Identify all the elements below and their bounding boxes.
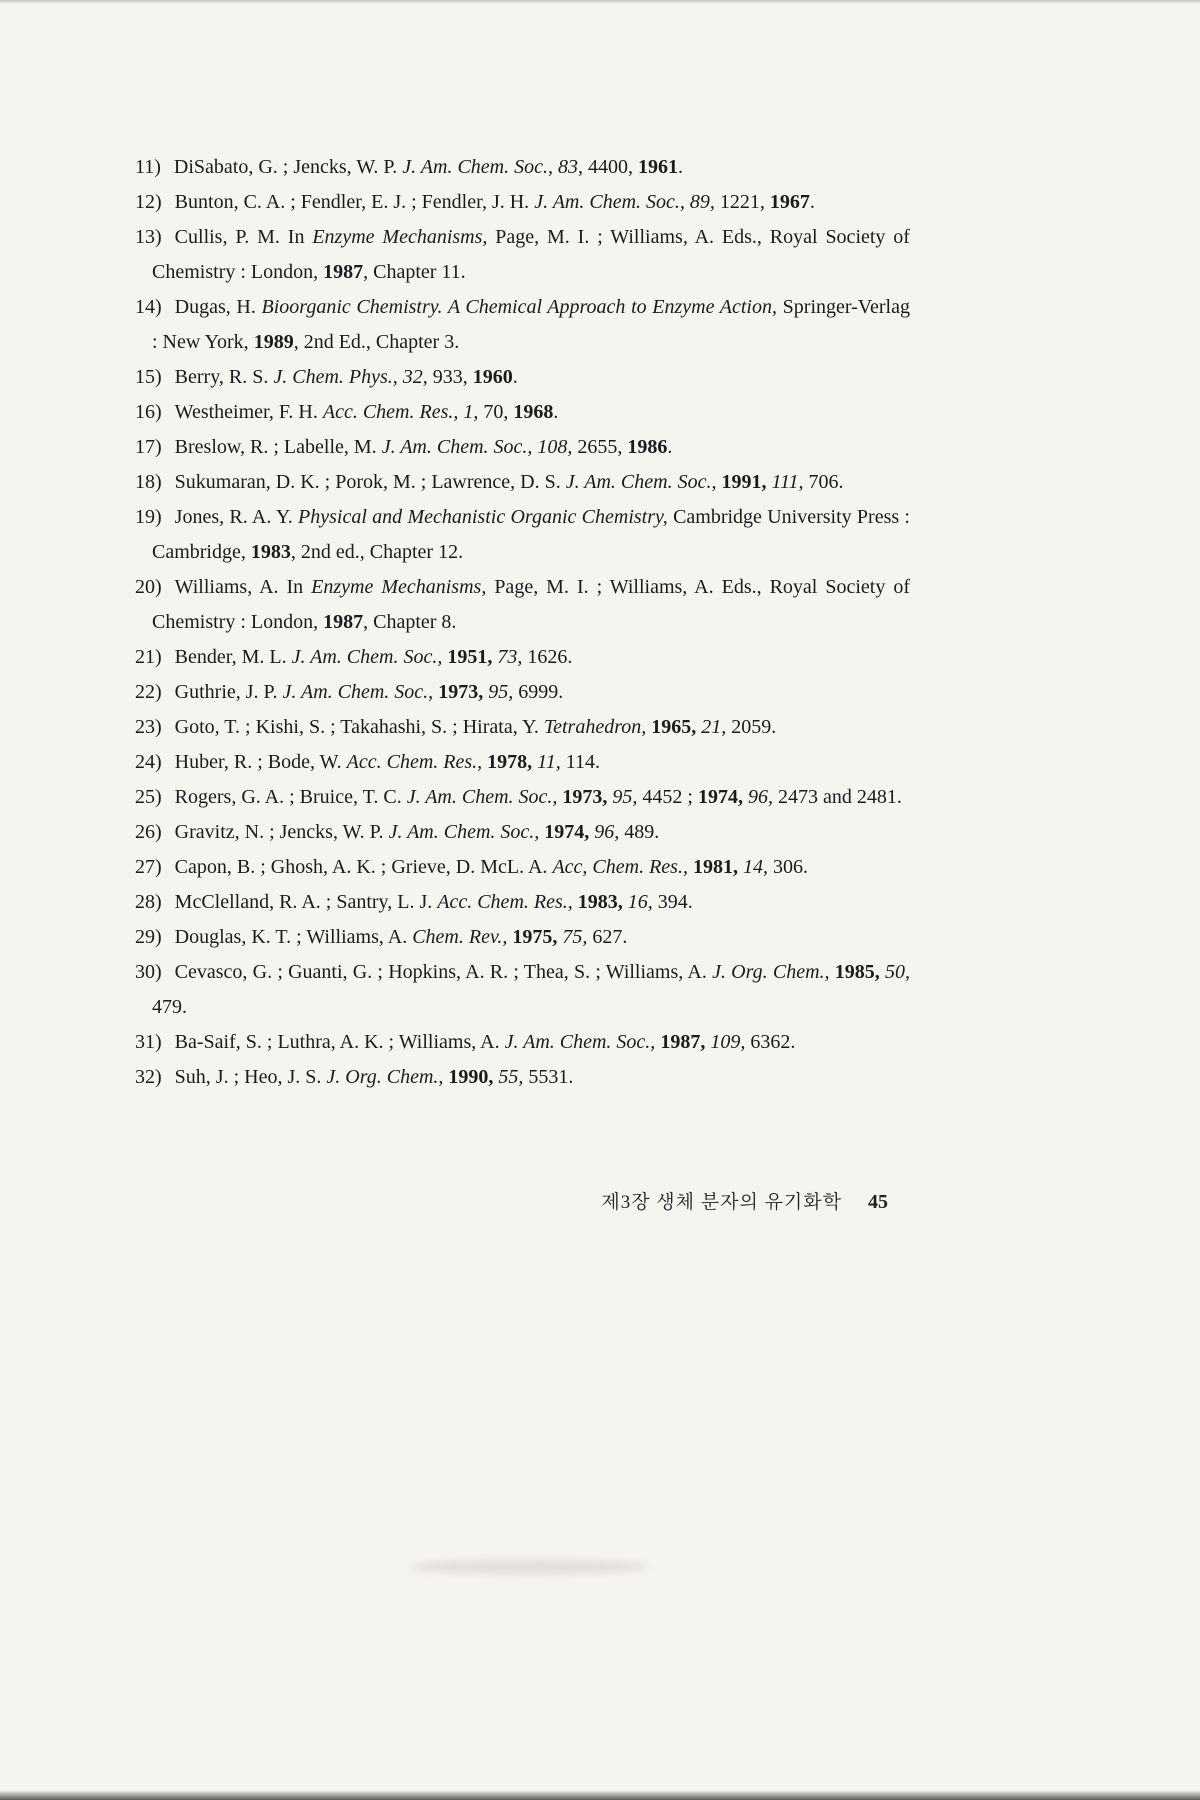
- reference-text: Sukumaran, D. K. ; Porok, M. ; Lawrence, D. S.: [174, 471, 566, 493]
- reference-year-bold: 1985,: [834, 961, 885, 983]
- reference-number: 25): [135, 786, 162, 808]
- scan-bottom-edge-artifact: [0, 1790, 1200, 1800]
- reference-text: 2473 and 2481.: [777, 786, 902, 808]
- reference-list: [135, 150, 910, 1095]
- reference-number: 21): [135, 646, 162, 668]
- reference-text: Jones, R. A. Y.: [174, 506, 299, 528]
- reference-italic-text: Bioorganic Chemistry. A Chemical Approach to Enzyme Action,: [261, 296, 783, 318]
- reference-item: [135, 430, 910, 465]
- reference-year-bold: 1968: [513, 401, 554, 423]
- reference-item: [135, 500, 910, 570]
- reference-text: Huber, R. ; Bode, W.: [174, 751, 347, 773]
- reference-italic-text: J. Am. Chem. Soc., 89,: [534, 191, 720, 213]
- reference-italic-text: 16,: [627, 891, 658, 913]
- reference-italic-text: J. Am. Chem. Soc.,: [291, 646, 448, 668]
- reference-item: [135, 885, 910, 920]
- reference-text: Suh, J. ; Heo, J. S.: [174, 1066, 327, 1088]
- reference-italic-text: J. Am. Chem. Soc.,: [388, 821, 545, 843]
- reference-italic-text: Acc. Chem. Res.,: [346, 751, 488, 773]
- reference-italic-text: J. Am. Chem. Soc.,: [504, 1031, 661, 1053]
- reference-italic-text: 14,: [742, 856, 773, 878]
- reference-item: [135, 1025, 910, 1060]
- page-footer: [152, 1187, 910, 1214]
- reference-text: 627.: [592, 926, 628, 948]
- reference-item: [135, 150, 910, 185]
- reference-italic-text: Enzyme Mechanisms,: [311, 576, 495, 598]
- reference-text: Cevasco, G. ; Guanti, G. ; Hopkins, A. R. ; Thea, S. ; Williams, A.: [174, 961, 713, 983]
- reference-number: 29): [135, 926, 162, 948]
- reference-number: 30): [135, 961, 162, 983]
- reference-italic-text: 50,: [885, 961, 910, 983]
- reference-year-bold: 1987,: [660, 1031, 711, 1053]
- reference-text: Williams, A. In: [174, 576, 312, 598]
- reference-item: [135, 780, 910, 815]
- reference-text: Capon, B. ; Ghosh, A. K. ; Grieve, D. McL. A.: [174, 856, 553, 878]
- reference-italic-text: 73,: [497, 646, 528, 668]
- reference-text: , Chapter 8.: [363, 611, 457, 633]
- reference-year-bold: 1951,: [447, 646, 498, 668]
- reference-number: 20): [135, 576, 162, 598]
- reference-italic-text: 55,: [498, 1066, 529, 1088]
- reference-text: Page, M. I. ; Williams, A. Eds., Royal Society of Chemistry : London,: [152, 576, 910, 633]
- reference-italic-text: 96,: [747, 786, 778, 808]
- scan-top-edge-artifact: [0, 0, 1200, 4]
- reference-year-bold: 1978,: [487, 751, 538, 773]
- reference-number: 18): [135, 471, 162, 493]
- reference-item: [135, 395, 910, 430]
- reference-year-bold: 1973,: [562, 786, 613, 808]
- reference-italic-text: J. Org. Chem.,: [712, 961, 835, 983]
- reference-italic-text: 75,: [562, 926, 593, 948]
- reference-year-bold: 1990,: [448, 1066, 499, 1088]
- reference-text: 306.: [772, 856, 808, 878]
- footer-chapter-title: 제3장 생체 분자의 유기화학: [601, 1192, 842, 1213]
- reference-number: 22): [135, 681, 162, 703]
- reference-italic-text: Physical and Mechanistic Organic Chemistry,: [298, 506, 674, 528]
- reference-year-bold: 1975,: [512, 926, 563, 948]
- reference-text: 6999.: [518, 681, 564, 703]
- reference-item: [135, 185, 910, 220]
- reference-text: 2059.: [731, 716, 777, 738]
- reference-year-bold: 1983: [250, 541, 291, 563]
- reference-italic-text: Enzyme Mechanisms,: [312, 226, 496, 248]
- reference-text: Westheimer, F. H.: [174, 401, 323, 423]
- reference-text: Berry, R. S.: [174, 366, 274, 388]
- reference-italic-text: J. Am. Chem. Soc., 108,: [381, 436, 578, 458]
- reference-text: 394.: [657, 891, 693, 913]
- reference-text: Rogers, G. A. ; Bruice, T. C.: [174, 786, 407, 808]
- reference-text: , 2nd ed., Chapter 12.: [290, 541, 464, 563]
- reference-text: 2655,: [577, 436, 628, 458]
- reference-text: DiSabato, G. ; Jencks, W. P.: [173, 156, 403, 178]
- reference-number: 24): [135, 751, 162, 773]
- reference-italic-text: Acc, Chem. Res.,: [552, 856, 693, 878]
- reference-italic-text: J. Am. Chem. Soc.,: [406, 786, 563, 808]
- reference-year-bold: 1973,: [438, 681, 489, 703]
- reference-text: 114.: [565, 751, 600, 773]
- reference-text: McClelland, R. A. ; Santry, L. J.: [174, 891, 438, 913]
- reference-text: , Chapter 11.: [363, 261, 466, 283]
- footer-page-number: 45: [868, 1191, 888, 1213]
- reference-year-bold: 1967: [769, 191, 810, 213]
- reference-text: .: [512, 366, 518, 388]
- reference-italic-text: Acc. Chem. Res., 1,: [322, 401, 484, 423]
- reference-number: 26): [135, 821, 162, 843]
- reference-italic-text: Acc. Chem. Res.,: [437, 891, 578, 913]
- reference-text: 706.: [808, 471, 844, 493]
- reference-text: , 2nd Ed., Chapter 3.: [293, 331, 460, 353]
- reference-text: Ba-Saif, S. ; Luthra, A. K. ; Williams, A.: [174, 1031, 505, 1053]
- reference-text: .: [809, 191, 815, 213]
- reference-text: Guthrie, J. P.: [174, 681, 283, 703]
- reference-text: 4452 ;: [642, 786, 698, 808]
- reference-italic-text: 111,: [771, 471, 809, 493]
- reference-year-bold: 1974,: [544, 821, 595, 843]
- reference-year-bold: 1989: [253, 331, 294, 353]
- reference-italic-text: 11,: [537, 751, 566, 773]
- reference-year-bold: 1983,: [577, 891, 628, 913]
- reference-text: Bender, M. L.: [174, 646, 292, 668]
- reference-text: 5531.: [528, 1066, 574, 1088]
- reference-italic-text: 95,: [488, 681, 519, 703]
- reference-text: Page, M. I. ; Williams, A. Eds., Royal Society of Chemistry : London,: [152, 226, 910, 283]
- reference-text: 489.: [624, 821, 660, 843]
- reference-text: Goto, T. ; Kishi, S. ; Takahashi, S. ; Hirata, Y.: [174, 716, 544, 738]
- reference-italic-text: J. Chem. Phys., 32,: [273, 366, 433, 388]
- reference-text: Cullis, P. M. In: [174, 226, 313, 248]
- reference-number: 27): [135, 856, 162, 878]
- reference-item: [135, 220, 910, 290]
- reference-year-bold: 1974,: [697, 786, 748, 808]
- reference-number: 15): [135, 366, 162, 388]
- reference-number: 11): [135, 156, 161, 178]
- reference-text: 4400,: [587, 156, 638, 178]
- reference-text: Gravitz, N. ; Jencks, W. P.: [174, 821, 389, 843]
- reference-text: 479.: [152, 996, 187, 1018]
- reference-italic-text: 96,: [594, 821, 625, 843]
- reference-text: .: [553, 401, 559, 423]
- reference-item: [135, 570, 910, 640]
- reference-text: Cambridge University Press : Cambridge,: [152, 506, 910, 563]
- reference-item: [135, 745, 910, 780]
- reference-text: Breslow, R. ; Labelle, M.: [174, 436, 382, 458]
- reference-italic-text: J. Am. Chem. Soc.,: [282, 681, 439, 703]
- reference-item: [135, 850, 910, 885]
- reference-number: 19): [135, 506, 162, 528]
- reference-text: 1221,: [719, 191, 770, 213]
- reference-italic-text: Chem. Rev.,: [412, 926, 513, 948]
- reference-item: [135, 465, 910, 500]
- reference-italic-text: J. Org. Chem.,: [326, 1066, 449, 1088]
- reference-item: [135, 710, 910, 745]
- reference-year-bold: 1987: [323, 611, 364, 633]
- reference-italic-text: 109,: [710, 1031, 751, 1053]
- reference-item: [135, 920, 910, 955]
- reference-year-bold: 1991,: [721, 471, 772, 493]
- reference-number: 28): [135, 891, 162, 913]
- reference-number: 23): [135, 716, 162, 738]
- reference-text: 6362.: [750, 1031, 796, 1053]
- reference-item: [135, 360, 910, 395]
- reference-year-bold: 1987: [323, 261, 364, 283]
- reference-text: .: [667, 436, 673, 458]
- reference-text: 1626.: [527, 646, 573, 668]
- reference-number: 17): [135, 436, 162, 458]
- reference-text: 933,: [432, 366, 473, 388]
- reference-italic-text: J. Am. Chem. Soc.,: [565, 471, 722, 493]
- reference-item: [135, 640, 910, 675]
- reference-text: .: [677, 156, 683, 178]
- reference-item: [135, 290, 910, 360]
- reference-number: 14): [135, 296, 162, 318]
- reference-number: 31): [135, 1031, 162, 1053]
- reference-number: 13): [135, 226, 162, 248]
- reference-text: Dugas, H.: [174, 296, 262, 318]
- reference-year-bold: 1961: [637, 156, 678, 178]
- reference-year-bold: 1965,: [651, 716, 702, 738]
- reference-text: Springer-Verlag : New York,: [152, 296, 910, 353]
- reference-italic-text: 95,: [612, 786, 643, 808]
- reference-year-bold: 1960: [472, 366, 513, 388]
- reference-italic-text: J. Am. Chem. Soc., 83,: [402, 156, 588, 178]
- reference-item: [135, 815, 910, 850]
- reference-item: [135, 955, 910, 1025]
- reference-item: [135, 1060, 910, 1095]
- reference-number: 16): [135, 401, 162, 423]
- reference-text: Douglas, K. T. ; Williams, A.: [174, 926, 413, 948]
- reference-year-bold: 1981,: [692, 856, 743, 878]
- scan-smudge-artifact: [410, 1560, 650, 1574]
- reference-year-bold: 1986: [627, 436, 668, 458]
- reference-text: 70,: [483, 401, 514, 423]
- reference-number: 12): [135, 191, 162, 213]
- reference-number: 32): [135, 1066, 162, 1088]
- reference-item: [135, 675, 910, 710]
- reference-italic-text: 21,: [701, 716, 732, 738]
- references-section: [135, 150, 910, 1214]
- reference-italic-text: Tetrahedron,: [543, 716, 652, 738]
- reference-text: Bunton, C. A. ; Fendler, E. J. ; Fendler, J. H.: [174, 191, 535, 213]
